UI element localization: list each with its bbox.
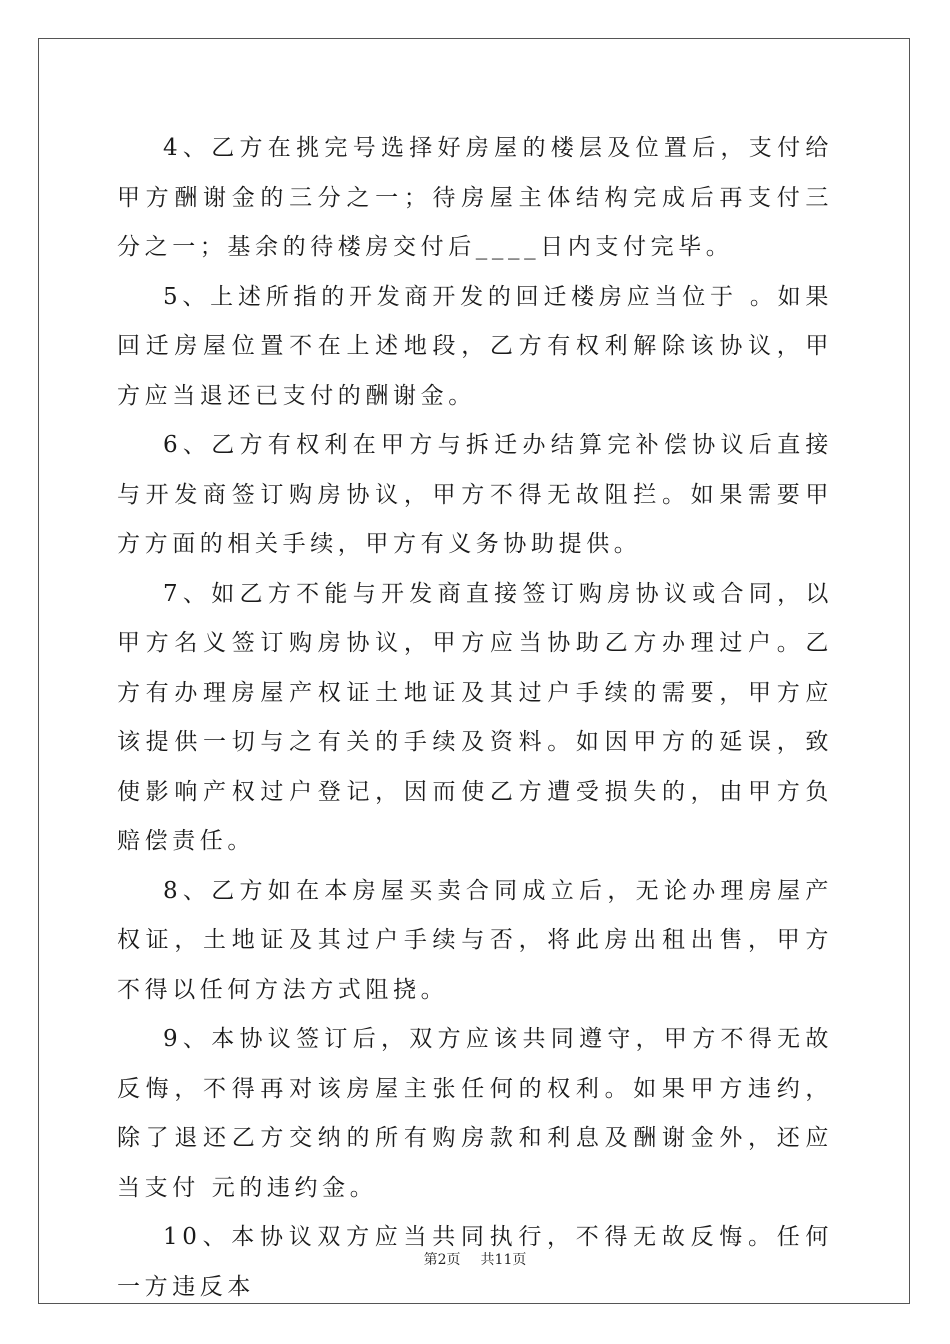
clause-9: 9、本协议签订后，双方应该共同遵守，甲方不得无故反悔，不得再对该房屋主张任何的权利。如果甲方违约，除了退还乙方交纳的所有购房款和利息及酬谢金外，还应当支付 元的违约金。: [117, 1026, 833, 1201]
document-body: [117, 124, 833, 1312]
page-total: 共11页: [480, 1252, 527, 1268]
clause-10: 10、本协议双方应当共同执行，不得无故反悔。任何一方违反本: [117, 1224, 833, 1300]
clause-7: 7、如乙方不能与开发商直接签订购房协议或合同，以甲方名义签订购房协议，甲方应当协助乙方办理过户。乙方有办理房屋产权证土地证及其过户手续的需要，甲方应该提供一切与之有关的手续及资料。如因甲方的延误，致使影响产权过户登记，因而使乙方遭受损失的，由甲方负赔偿责任。: [117, 580, 833, 854]
page-footer: [0, 1249, 950, 1269]
page-number: 第2页: [423, 1252, 461, 1268]
clause-5: 5、上述所指的开发商开发的回迁楼房应当位于 。如果回迁房屋位置不在上述地段，乙方有权利解除该协议，甲方应当退还已支付的酬谢金。: [117, 283, 833, 409]
clause-4: 4、乙方在挑完号选择好房屋的楼层及位置后，支付给甲方酬谢金的三分之一；待房屋主体结构完成后再支付三分之一；基余的待楼房交付后____日内支付完毕。: [117, 135, 833, 260]
clause-6: 6、乙方有权利在甲方与拆迁办结算完补偿协议后直接与开发商签订购房协议，甲方不得无故阻拦。如果需要甲方方面的相关手续，甲方有义务协助提供。: [117, 432, 833, 557]
clause-8: 8、乙方如在本房屋买卖合同成立后，无论办理房屋产权证，土地证及其过户手续与否，将此房出租出售，甲方不得以任何方法方式阻挠。: [117, 877, 833, 1003]
